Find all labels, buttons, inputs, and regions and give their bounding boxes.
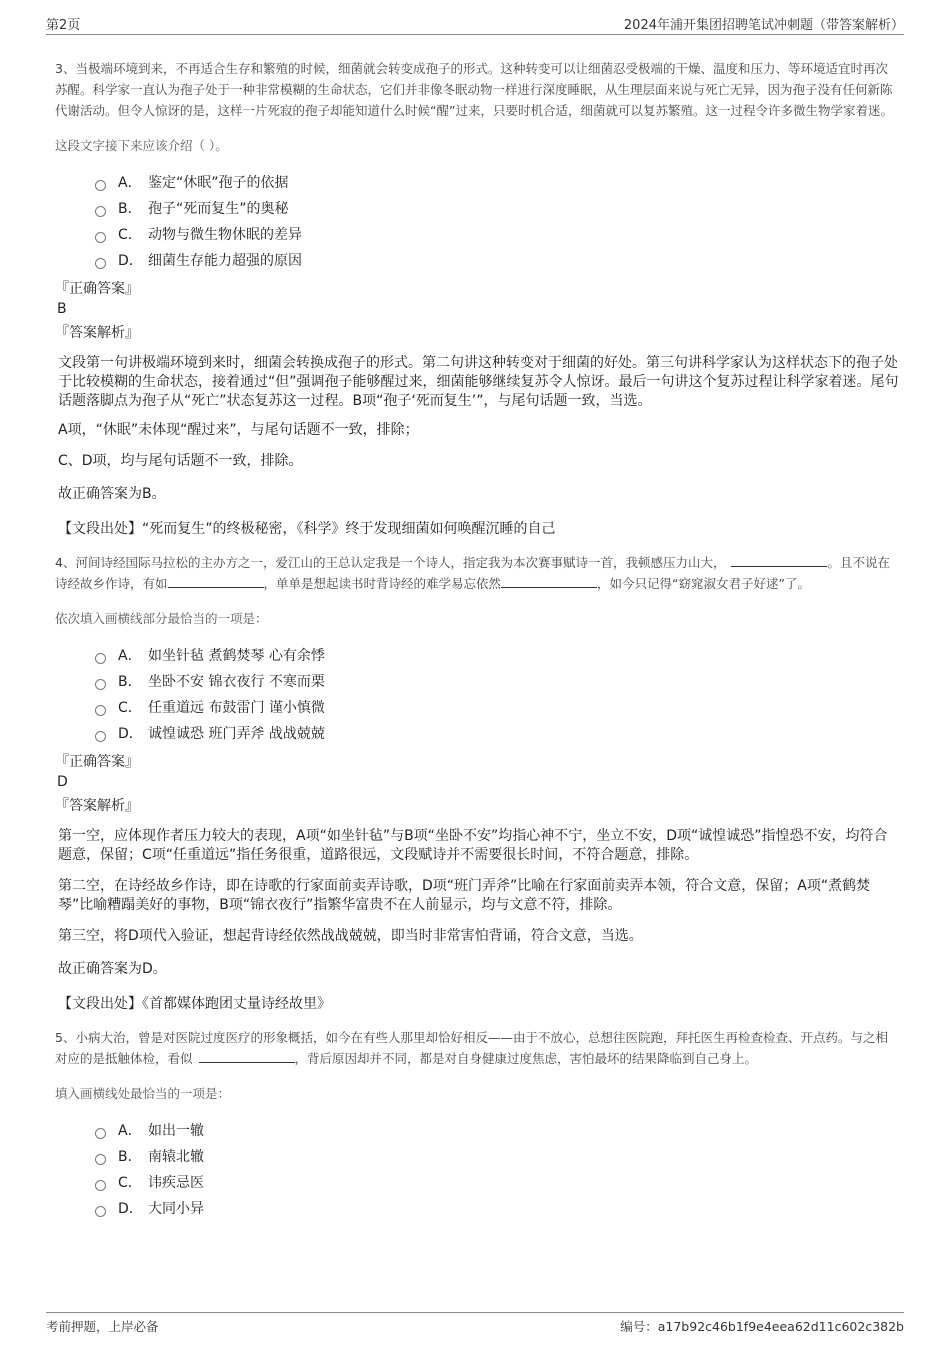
option-a[interactable]: A． 如坐针毡 煮鹤焚琴 心有余悸	[95, 643, 900, 669]
option-c[interactable]: C． 讳疾忌医	[95, 1170, 900, 1196]
explanation-paragraph: 故正确答案为B。	[58, 486, 166, 502]
explanation-paragraph: 第一空，应体现作者压力较大的表现，A项“如坐针毡”与B项“坐卧不安”均指心神不宁，坐立不安，D项“诚惶诚恐”指惶恐不安，均符合题意，保留；C项“任重道远”指任务很重，道路很远，文段赋诗并不需要很长时间，不符合题意，排除。	[58, 828, 888, 863]
option-d[interactable]: D． 大同小异	[95, 1196, 900, 1222]
radio-icon[interactable]	[95, 1206, 106, 1217]
page-number: 第2页	[46, 18, 81, 33]
correct-answer-heading: 『正确答案』	[55, 281, 139, 297]
correct-answer: B	[57, 301, 67, 317]
radio-icon[interactable]	[95, 1128, 106, 1139]
radio-icon[interactable]	[95, 1180, 106, 1191]
option-c[interactable]: C． 任重道远 布鼓雷门 谨小慎微	[95, 695, 900, 721]
option-d[interactable]: D． 诚惶诚恐 班门弄斧 战战兢兢	[95, 721, 900, 747]
radio-icon[interactable]	[95, 180, 106, 191]
page-footer	[46, 1312, 904, 1333]
question-prompt: 依次填入画横线部分最恰当的一项是：	[55, 611, 268, 626]
option-b[interactable]: B． 坐卧不安 锦衣夜行 不寒而栗	[95, 669, 900, 695]
question-5	[55, 1027, 900, 1222]
correct-answer: D	[57, 774, 68, 790]
explanation-paragraph: 第三空，将D项代入验证，想起背诗经依然战战兢兢，即当时非常害怕背诵，符合文意，当选。	[58, 928, 643, 944]
option-b[interactable]: B． 孢子“死而复生”的奥秘	[95, 196, 900, 222]
radio-icon[interactable]	[95, 1154, 106, 1165]
source-line: 【文段出处】《首都媒体跑团丈量诗经故里》	[58, 996, 331, 1012]
radio-icon[interactable]	[95, 232, 106, 243]
radio-icon[interactable]	[95, 731, 106, 742]
correct-answer-heading: 『正确答案』	[55, 754, 139, 770]
fill-blank	[199, 1050, 295, 1063]
radio-icon[interactable]	[95, 258, 106, 269]
option-d[interactable]: D． 细菌生存能力超强的原因	[95, 248, 900, 274]
footer-slogan: 考前押题，上岸必备	[46, 1319, 159, 1334]
radio-icon[interactable]	[95, 206, 106, 217]
option-a[interactable]: A． 鉴定“休眠”孢子的依据	[95, 170, 900, 196]
option-list	[95, 643, 900, 747]
explanation-paragraph: A项，“休眠”未体现“醒过来”，与尾句话题不一致，排除；	[58, 422, 419, 438]
source-line: 【文段出处】“死而复生”的终极秘密，《科学》终于发现细菌如何唤醒沉睡的自己	[58, 521, 556, 537]
question-3	[55, 58, 900, 538]
fill-blank	[501, 575, 597, 588]
document-title: 2024年浦开集团招聘笔试冲刺题（带答案解析）	[623, 18, 904, 33]
explanation-paragraph: C、D项，均与尾句话题不一致，排除。	[58, 453, 303, 469]
fill-blank	[731, 554, 827, 567]
document-code: 编号：a17b92c46b1f9e4eea62d11c602c382b	[620, 1319, 904, 1334]
option-b[interactable]: B． 南辕北辙	[95, 1144, 900, 1170]
explanation-paragraph: 文段第一句讲极端环境到来时，细菌会转换成孢子的形式。第二句讲这种转变对于细菌的好处。第三句讲科学家认为这样状态下的孢子处于比较模糊的生命状态，接着通过“但”强调孢子能够醒过来，细菌能够继续复苏令人惊讶。最后一句讲这个复苏过程让科学家着迷。尾句话题落脚点为孢子从“死亡”状态复苏这一过程。B项“孢子‘死而复生’”，与尾句话题一致，当选。	[58, 355, 899, 409]
analysis-heading: 『答案解析』	[55, 325, 139, 341]
radio-icon[interactable]	[95, 653, 106, 664]
radio-icon[interactable]	[95, 705, 106, 716]
question-stem: 5、小病大治，曾是对医院过度医疗的形象概括，如今在有些人那里却恰好相反——由于不放心，总想往医院跑，拜托医生再检查检查、开点药。与之相对应的是抵触体检，看似 ，背后原因却并不同，都是对自身健康过度焦虑，害怕最坏的结果降临到自己身上。	[55, 1030, 888, 1066]
question-prompt: 填入画横线处最恰当的一项是：	[55, 1086, 231, 1101]
question-stem: 4、河间诗经国际马拉松的主办方之一，爱江山的王总认定我是一个诗人，指定我为本次赛事赋诗一首，我顿感压力山大， 。且不说在诗经故乡作诗，有如 ，单单是想起读书时背诗经的难学易忘依然 ，如今只记得“窈窕淑女君子好逑”了。	[55, 555, 890, 591]
option-a[interactable]: A． 如出一辙	[95, 1118, 900, 1144]
radio-icon[interactable]	[95, 679, 106, 690]
explanation-paragraph: 故正确答案为D。	[58, 961, 167, 977]
option-list	[95, 170, 900, 274]
option-list	[95, 1118, 900, 1222]
fill-blank	[168, 575, 264, 588]
analysis-heading: 『答案解析』	[55, 798, 139, 814]
document-body	[55, 58, 900, 1222]
option-c[interactable]: C． 动物与微生物休眠的差异	[95, 222, 900, 248]
question-4	[55, 552, 900, 1013]
explanation-paragraph: 第二空，在诗经故乡作诗，即在诗歌的行家面前卖弄诗歌，D项“班门弄斧”比喻在行家面前卖弄本领，符合文意，保留；A项“煮鹤焚琴”比喻糟蹋美好的事物，B项“锦衣夜行”指繁华富贵不在人前显示，均与文意不符，排除。	[58, 878, 871, 913]
question-prompt: 这段文字接下来应该介绍（ ）。	[55, 138, 228, 153]
question-stem: 3、当极端环境到来，不再适合生存和繁殖的时候，细菌就会转变成孢子的形式。这种转变可以让细菌忍受极端的干燥、温度和压力、等环境适宜时再次苏醒。科学家一直认为孢子处于一种非常模糊的生命状态，它们并非像冬眠动物一样进行深度睡眠，从生理层面来说与死亡无异，因为孢子没有任何新陈代谢活动。但令人惊讶的是，这样一片死寂的孢子却能知道什么时候“醒”过来，只要时机合适，细菌就可以复苏繁殖。这一过程令许多微生物学家着迷。	[55, 61, 893, 118]
page-header	[46, 14, 904, 35]
